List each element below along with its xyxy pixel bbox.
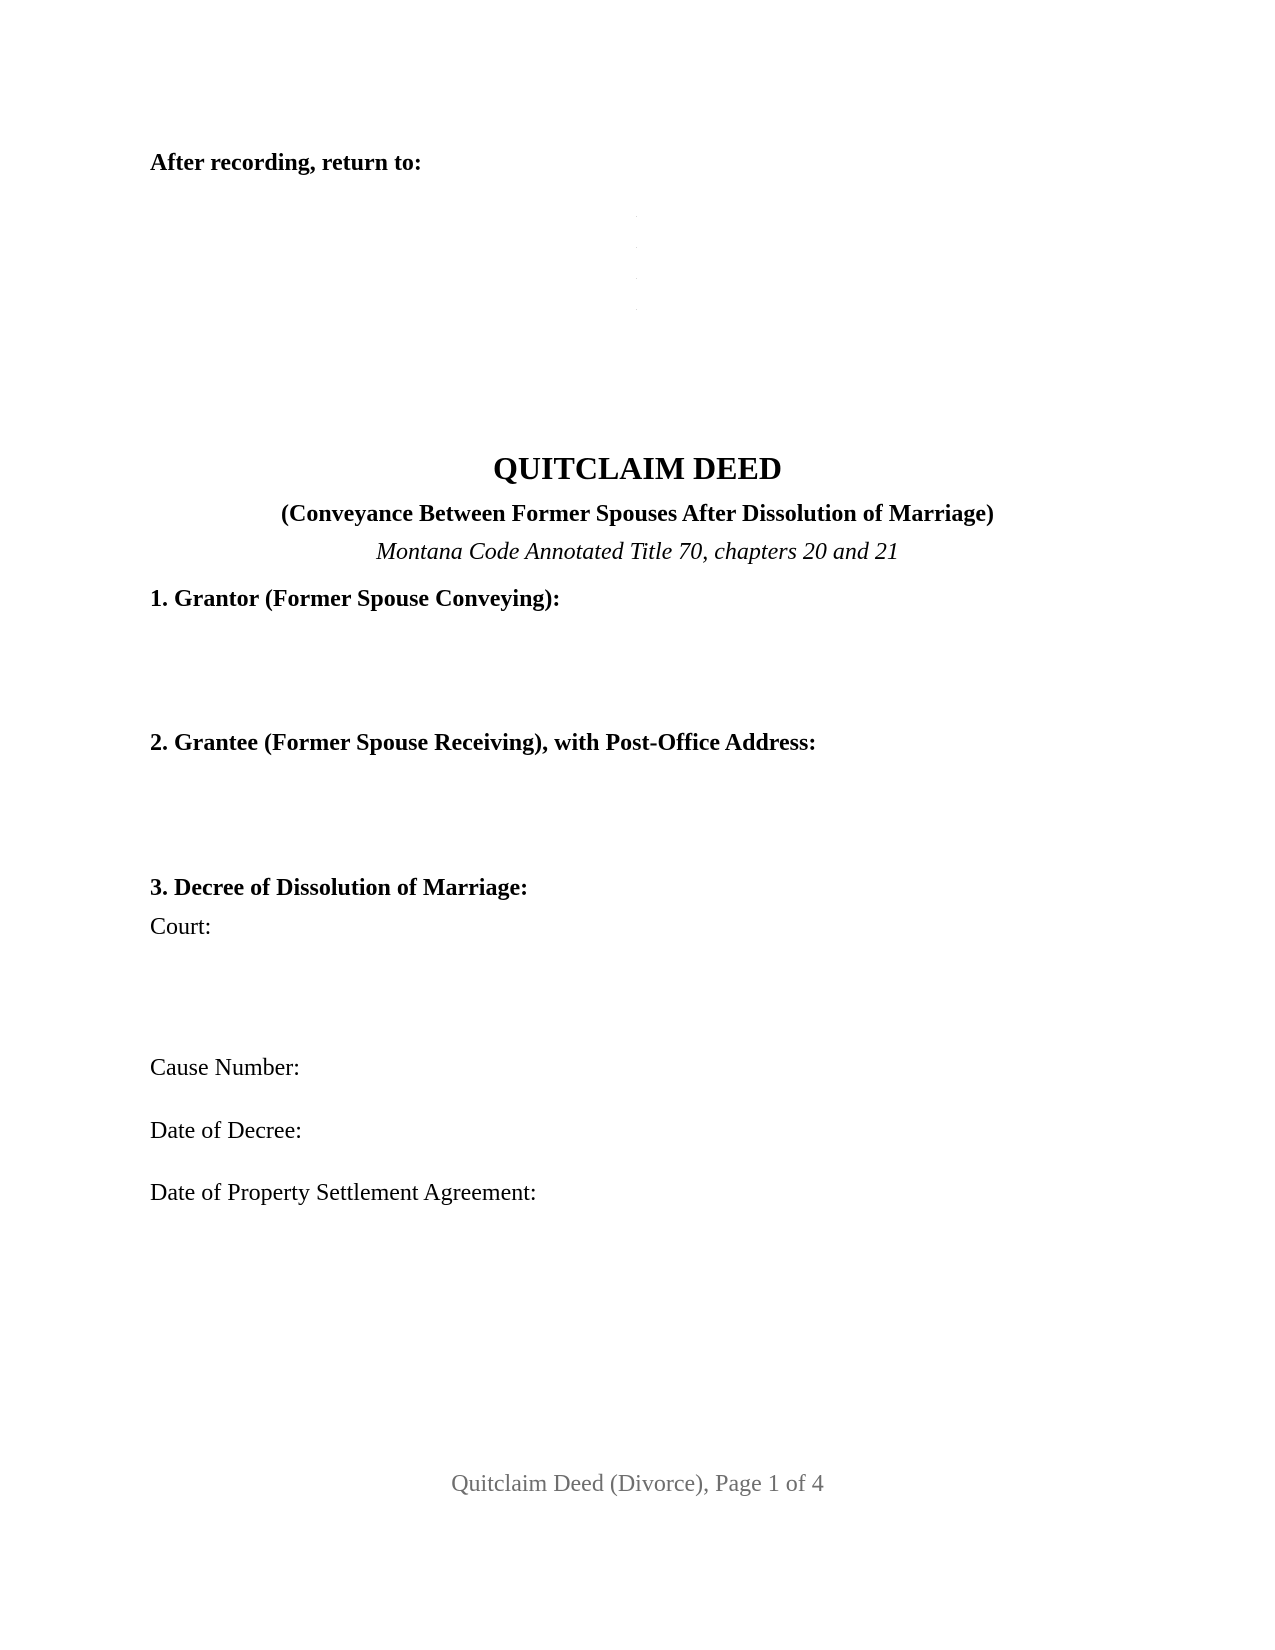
court-label: Court: — [150, 914, 212, 940]
placeholder-dot — [636, 278, 637, 279]
page-footer: Quitclaim Deed (Divorce), Page 1 of 4 — [451, 1471, 824, 1497]
return-to-label: After recording, return to: — [150, 150, 422, 176]
placeholder-dot — [636, 216, 637, 217]
document-title: QUITCLAIM DEED — [493, 450, 782, 486]
document-subtitle: (Conveyance Between Former Spouses After Dissolution of Marriage) — [281, 501, 994, 527]
decree-heading: 3. Decree of Dissolution of Marriage: — [150, 875, 529, 901]
placeholder-dot — [636, 309, 637, 310]
placeholder-dot — [636, 247, 637, 248]
grantor-heading: 1. Grantor (Former Spouse Conveying): — [150, 586, 561, 612]
statute-citation: Montana Code Annotated Title 70, chapters 20 and 21 — [376, 539, 899, 565]
grantee-heading: 2. Grantee (Former Spouse Receiving), with Post-Office Address: — [150, 730, 817, 756]
date-of-agreement-label: Date of Property Settlement Agreement: — [150, 1180, 537, 1206]
date-of-decree-label: Date of Decree: — [150, 1118, 302, 1144]
cause-number-label: Cause Number: — [150, 1055, 300, 1081]
return-address-placeholder — [636, 216, 640, 340]
